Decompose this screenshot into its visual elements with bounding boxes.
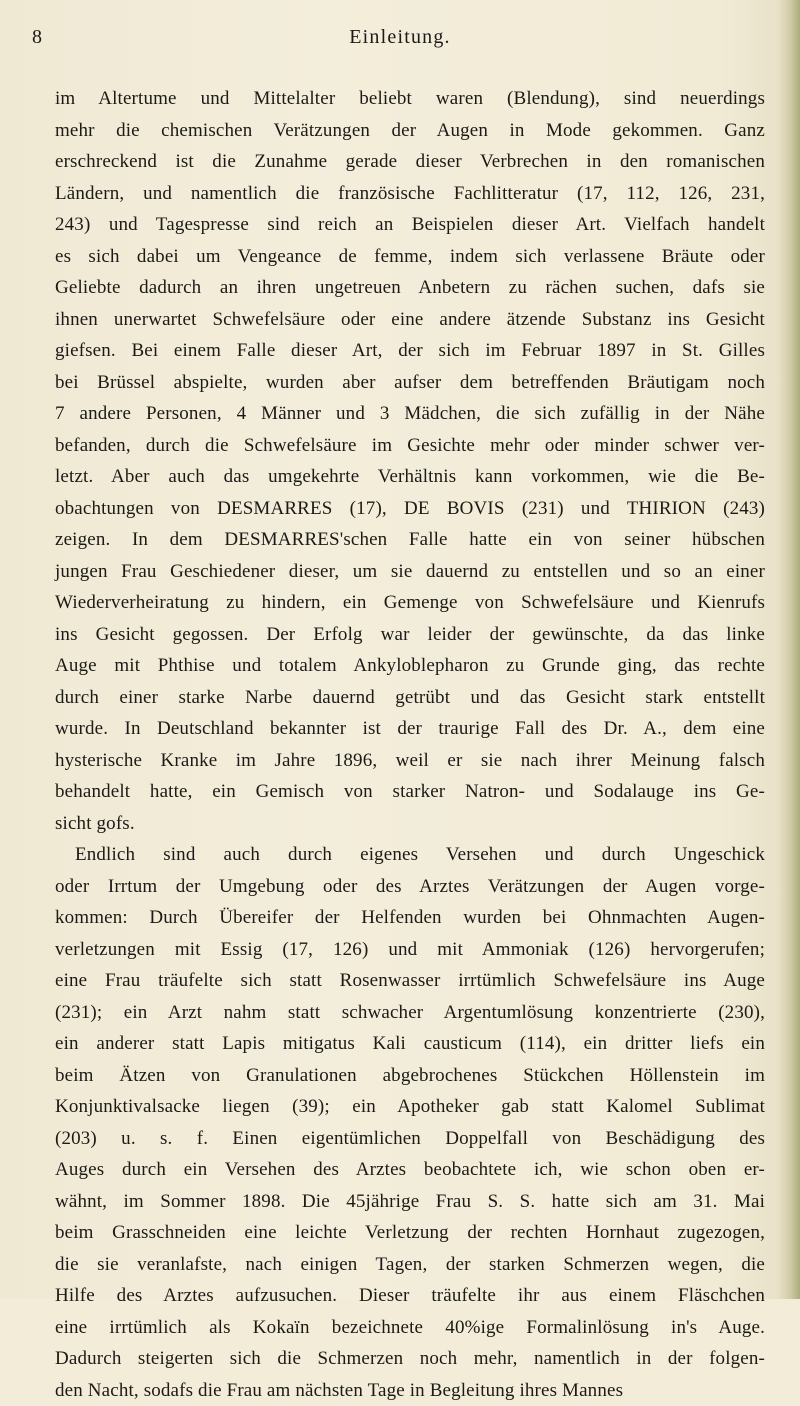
text-line: Wiederverheiratung zu hindern, ein Gemenge von Schwefelsäure und Kienrufs — [55, 587, 765, 619]
text-line: eine irrtümlich als Kokaïn bezeichnete 40%ige Formalinlösung in's Auge. — [55, 1312, 765, 1344]
text-line: zeigen. In dem DESMARRES'schen Falle hatte ein von seiner hübschen — [55, 524, 765, 556]
text-line: die sie veranlafste, nach einigen Tagen, der starken Schmerzen wegen, die — [55, 1249, 765, 1281]
text-line: ein anderer statt Lapis mitigatus Kali causticum (114), ein dritter liefs ein — [55, 1028, 765, 1060]
text-line: eine Frau träufelte sich statt Rosenwasser irrtümlich Schwefelsäure ins Auge — [55, 965, 765, 997]
text-line: (231); ein Arzt nahm statt schwacher Argentumlösung konzentrierte (230), — [55, 997, 765, 1029]
text-line: Endlich sind auch durch eigenes Versehen und durch Ungeschick — [55, 839, 765, 871]
text-line: obachtungen von DESMARRES (17), DE BOVIS (231) und THIRION (243) — [55, 493, 765, 525]
text-line: 243) und Tagespresse sind reich an Beispielen dieser Art. Vielfach handelt — [55, 209, 765, 241]
text-line: wähnt, im Sommer 1898. Die 45jährige Frau S. S. hatte sich am 31. Mai — [55, 1186, 765, 1218]
text-line: giefsen. Bei einem Falle dieser Art, der sich im Februar 1897 in St. Gilles — [55, 335, 765, 367]
text-line: (203) u. s. f. Einen eigentümlichen Doppelfall von Beschädigung des — [55, 1123, 765, 1155]
text-line: Ländern, und namentlich die französische Fachlitteratur (17, 112, 126, 231, — [55, 178, 765, 210]
text-line: beim Grasschneiden eine leichte Verletzung der rechten Hornhaut zugezogen, — [55, 1217, 765, 1249]
page-number: 8 — [32, 26, 43, 49]
text-line: Geliebte dadurch an ihren ungetreuen Anbetern zu rächen suchen, dafs sie — [55, 272, 765, 304]
text-line: mehr die chemischen Verätzungen der Augen in Mode gekommen. Ganz — [55, 115, 765, 147]
text-line: letzt. Aber auch das umgekehrte Verhältnis kann vorkommen, wie die Be- — [55, 461, 765, 493]
text-line: Auge mit Phthise und totalem Ankyloblepharon zu Grunde ging, das rechte — [55, 650, 765, 682]
text-line: befanden, durch die Schwefelsäure im Gesichte mehr oder minder schwer ver- — [55, 430, 765, 462]
text-line: Auges durch ein Versehen des Arztes beobachtete ich, wie schon oben er- — [55, 1154, 765, 1186]
text-line: im Altertume und Mittelalter beliebt waren (Blendung), sind neuerdings — [55, 83, 765, 115]
text-line: Dadurch steigerten sich die Schmerzen noch mehr, namentlich in der folgen- — [55, 1343, 765, 1375]
text-line: den Nacht, sodafs die Frau am nächsten Tage in Begleitung ihres Mannes — [55, 1375, 765, 1406]
text-line: jungen Frau Geschiedener dieser, um sie dauernd zu entstellen und so an einer — [55, 556, 765, 588]
text-line: erschreckend ist die Zunahme gerade dieser Verbrechen in den romanischen — [55, 146, 765, 178]
body-text — [55, 83, 765, 1406]
text-line: Konjunktivalsacke liegen (39); ein Apotheker gab statt Kalomel Sublimat — [55, 1091, 765, 1123]
text-line: wurde. In Deutschland bekannter ist der traurige Fall des Dr. A., dem eine — [55, 713, 765, 745]
text-line: beim Ätzen von Granulationen abgebrochenes Stückchen Höllenstein im — [55, 1060, 765, 1092]
text-line: Hilfe des Arztes aufzusuchen. Dieser träufelte ihr aus einem Fläschchen — [55, 1280, 765, 1312]
text-line: es sich dabei um Vengeance de femme, indem sich verlassene Bräute oder — [55, 241, 765, 273]
running-head: Einleitung. — [0, 26, 800, 49]
text-line: kommen: Durch Übereifer der Helfenden wurden bei Ohnmachten Augen- — [55, 902, 765, 934]
text-line: oder Irrtum der Umgebung oder des Arztes Verätzungen der Augen vorge- — [55, 871, 765, 903]
text-line: durch einer starke Narbe dauernd getrübt und das Gesicht stark entstellt — [55, 682, 765, 714]
text-line: 7 andere Personen, 4 Männer und 3 Mädchen, die sich zufällig in der Nähe — [55, 398, 765, 430]
text-line: sicht gofs. — [55, 808, 765, 840]
page-header — [0, 26, 800, 56]
text-line: bei Brüssel abspielte, wurden aber aufser dem betreffenden Bräutigam noch — [55, 367, 765, 399]
text-line: hysterische Kranke im Jahre 1896, weil er sie nach ihrer Meinung falsch — [55, 745, 765, 777]
page-edge — [778, 0, 800, 1299]
text-line: ihnen unerwartet Schwefelsäure oder eine andere ätzende Substanz ins Gesicht — [55, 304, 765, 336]
text-line: ins Gesicht gegossen. Der Erfolg war leider der gewünschte, da das linke — [55, 619, 765, 651]
text-line: verletzungen mit Essig (17, 126) und mit Ammoniak (126) hervorgerufen; — [55, 934, 765, 966]
text-line: behandelt hatte, ein Gemisch von starker Natron- und Sodalauge ins Ge- — [55, 776, 765, 808]
